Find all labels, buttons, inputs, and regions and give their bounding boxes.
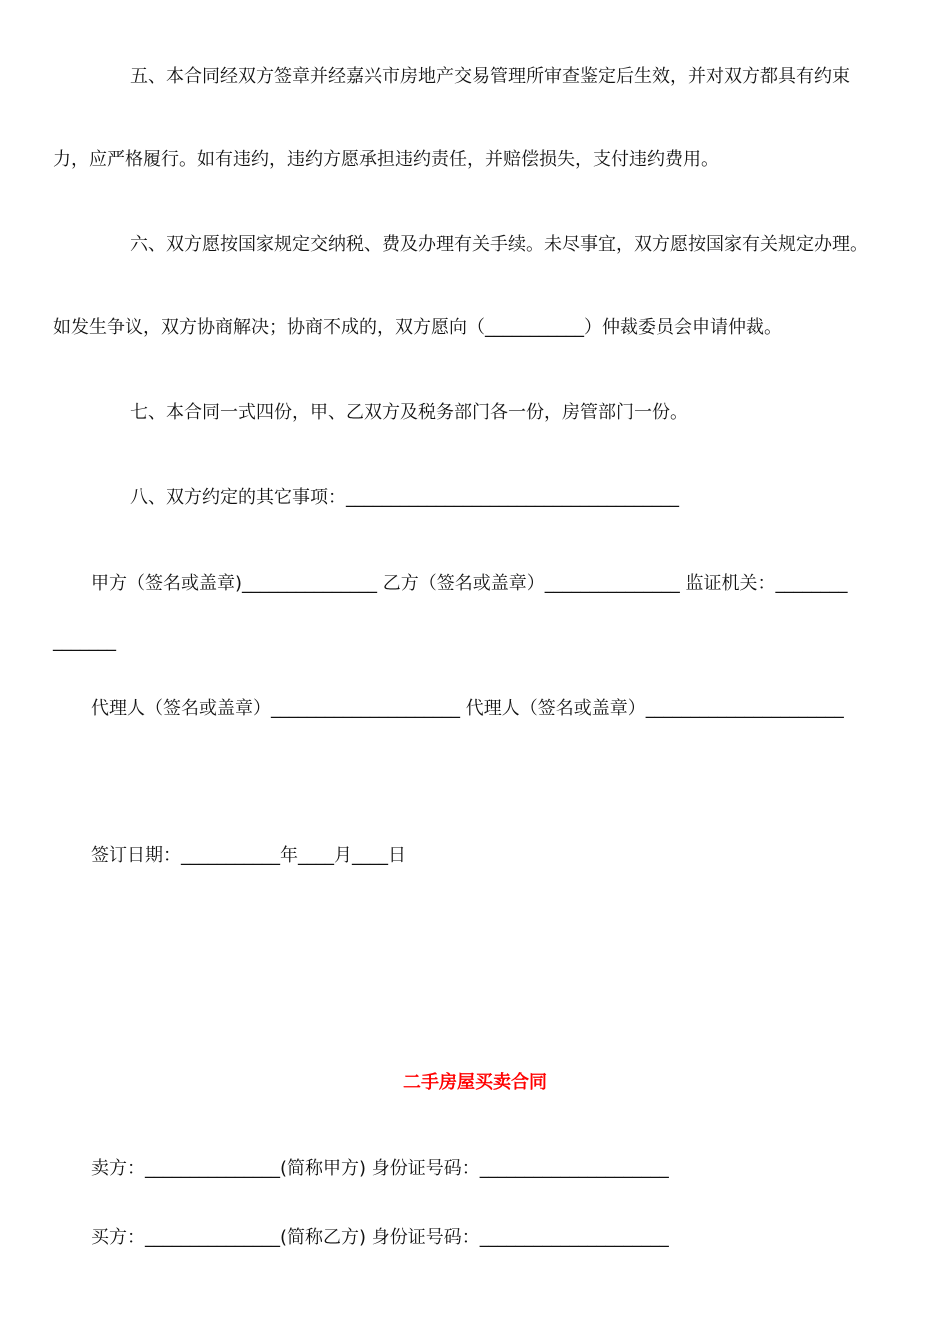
seller-line: 卖方：_______________(简称甲方) 身份证号码：_____________________ <box>91 1158 669 1179</box>
contract-title: 二手房屋买卖合同 <box>403 1072 547 1093</box>
buyer-line: 买方：_______________(简称乙方) 身份证号码：_____________________ <box>91 1227 669 1248</box>
clause-6-line-2: 如发生争议，双方协商解决；协商不成的，双方愿向（___________）仲裁委员会申请仲裁。 <box>53 317 782 338</box>
signing-date: 签订日期：___________年____月____日 <box>91 845 406 866</box>
agent-signatures: 代理人（签名或盖章）_____________________ 代理人（签名或盖章）______________________ <box>91 698 844 719</box>
party-signatures-continued: _______ <box>53 631 116 652</box>
clause-7: 七、本合同一式四份，甲、乙双方及税务部门各一份，房管部门一份。 <box>130 402 688 423</box>
clause-8: 八、双方约定的其它事项：_____________________________________ <box>130 487 679 508</box>
clause-6-line-1: 六、双方愿按国家规定交纳税、费及办理有关手续。未尽事宜，双方愿按国家有关规定办理。 <box>130 234 868 255</box>
clause-5-line-2: 力，应严格履行。如有违约，违约方愿承担违约责任，并赔偿损失，支付违约费用。 <box>53 149 719 170</box>
party-signatures: 甲方（签名或盖章)_______________ 乙方（签名或盖章）_______________ 监证机关：________ <box>91 573 848 594</box>
clause-5-line-1: 五、本合同经双方签章并经嘉兴市房地产交易管理所审查鉴定后生效，并对双方都具有约束 <box>130 66 850 87</box>
